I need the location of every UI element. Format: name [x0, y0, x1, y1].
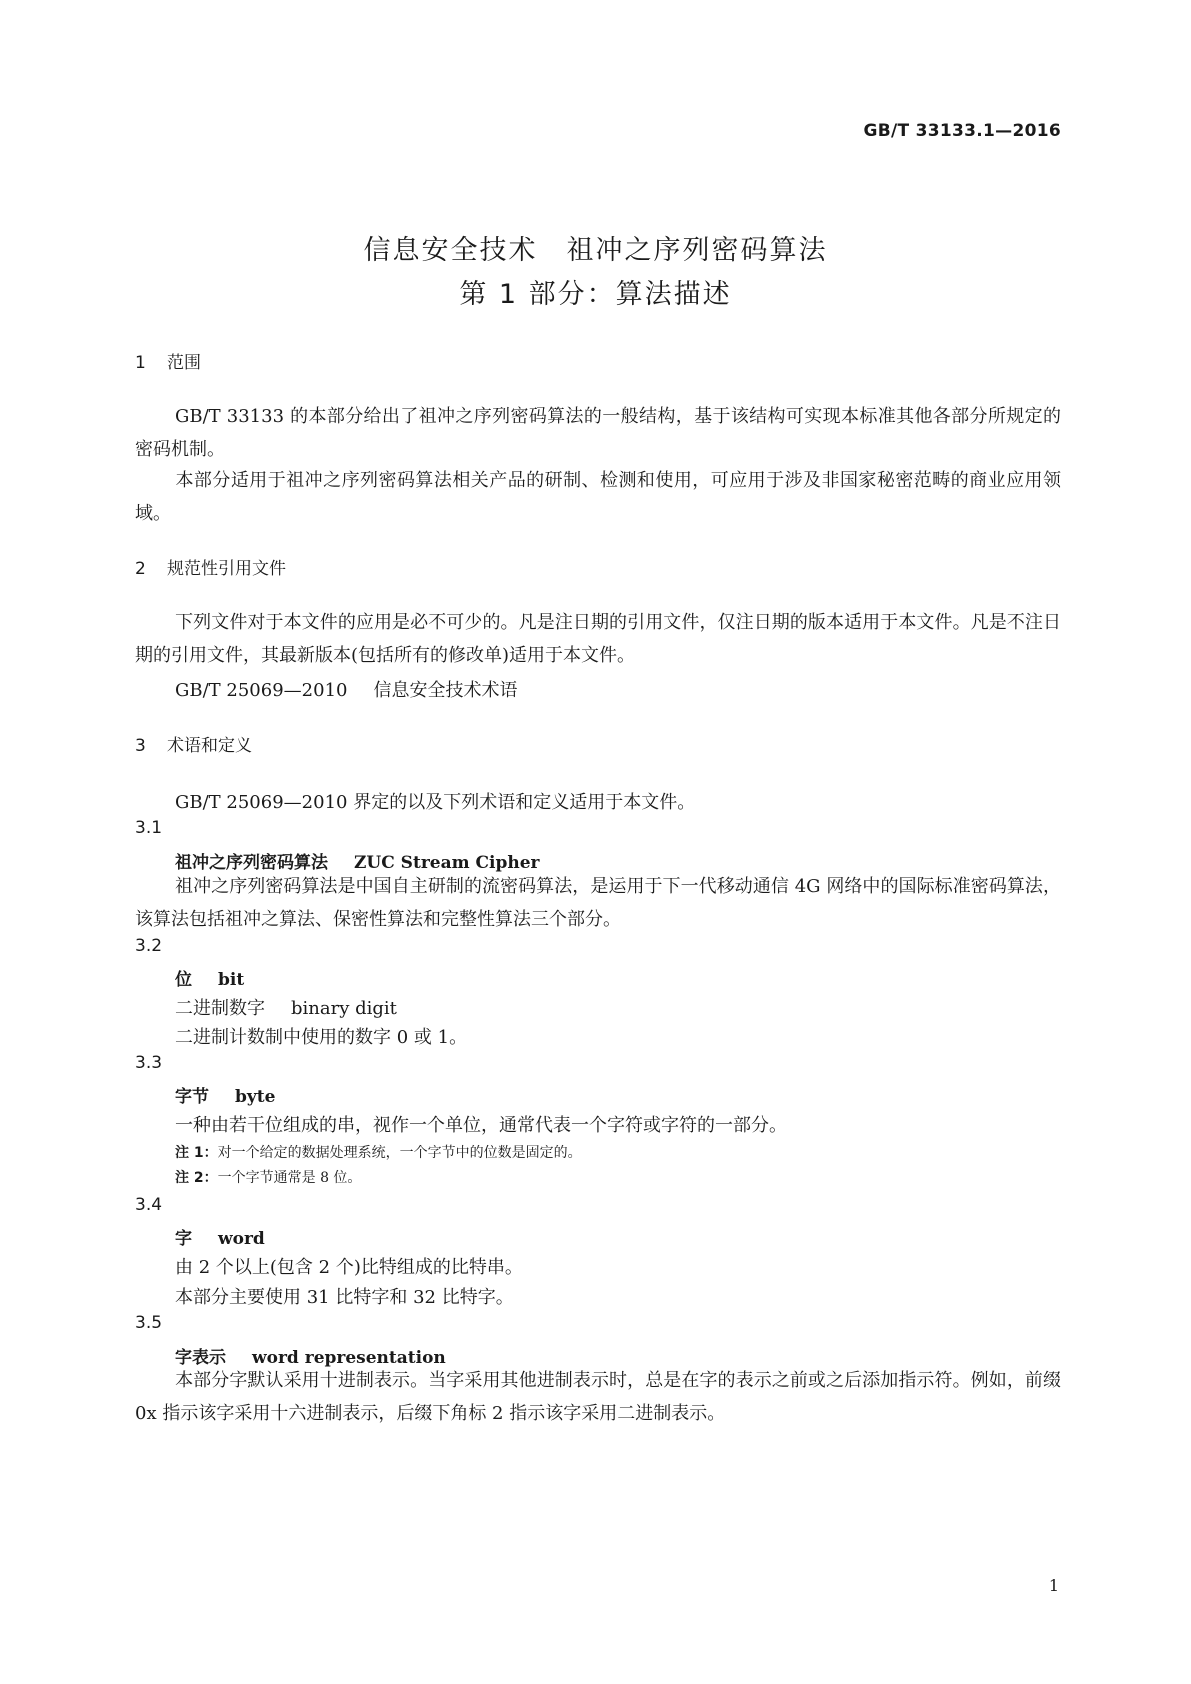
reference-code: GB/T 25069—2010 — [175, 680, 348, 701]
section-3-title: 术语和定义 — [167, 736, 252, 756]
note-1-label: 注 1： — [175, 1145, 218, 1161]
section-1-paragraph-2 — [135, 464, 1061, 530]
standard-code: GB/T 33133.1—2016 — [863, 121, 1061, 141]
term-3-5-en: word representation — [252, 1348, 446, 1368]
page-number: 1 — [1048, 1576, 1059, 1595]
term-3-3-note-2 — [175, 1167, 361, 1187]
section-2-heading — [135, 554, 286, 579]
term-3-4-definition-1: 由 2 个以上(包含 2 个)比特组成的比特串。 — [175, 1257, 523, 1278]
term-3-1-definition-text: 祖冲之序列密码算法是中国自主研制的流密码算法，是运用于下一代移动通信 4G 网络中的国际标准密码算法，该算法包括祖冲之算法、保密性算法和完整性算法三个部分。 — [135, 876, 1061, 930]
term-3-4-number: 3.4 — [135, 1195, 163, 1215]
term-3-5-number: 3.5 — [135, 1313, 163, 1333]
section-1-paragraph-1 — [135, 400, 1061, 466]
term-3-4-zh: 字 — [175, 1229, 192, 1249]
term-3-3-number: 3.3 — [135, 1053, 163, 1073]
term-3-2-alt-zh: 二进制数字 — [175, 998, 265, 1019]
section-1-number: 1 — [135, 353, 146, 373]
document-title: 信息安全技术 祖冲之序列密码算法 — [363, 235, 828, 266]
term-3-2-definition: 二进制计数制中使用的数字 0 或 1。 — [175, 1027, 468, 1048]
note-2-text: 一个字节通常是 8 位。 — [217, 1170, 362, 1186]
term-3-3-en: byte — [235, 1087, 276, 1107]
normative-reference — [175, 676, 517, 702]
term-3-3-definition: 一种由若干位组成的串，视作一个单位，通常代表一个字符或字符的一部分。 — [175, 1115, 787, 1136]
section-1-paragraph-2-text: 本部分适用于祖冲之序列密码算法相关产品的研制、检测和使用，可应用于涉及非国家秘密范畴的商业应用领域。 — [135, 470, 1061, 524]
reference-title: 信息安全技术术语 — [373, 680, 518, 701]
note-2-label: 注 2： — [175, 1170, 218, 1186]
term-3-5-definition — [135, 1364, 1061, 1430]
term-3-2-en: bit — [218, 970, 245, 990]
term-3-5-definition-text: 本部分字默认采用十进制表示。当字采用其他进制表示时，总是在字的表示之前或之后添加指示符。例如，前缀 0x 指示该字采用十六进制表示，后缀下角标 2 指示该字采用二进制表示。 — [135, 1370, 1061, 1424]
term-3-3-note-1 — [175, 1142, 582, 1162]
term-3-2-number: 3.2 — [135, 936, 163, 956]
term-3-2-zh: 位 — [175, 970, 192, 990]
document-subtitle: 第 1 部分：算法描述 — [459, 279, 732, 310]
term-3-4-en: word — [218, 1229, 265, 1249]
section-2-paragraph-1 — [135, 606, 1061, 672]
term-3-4-heading — [175, 1224, 265, 1249]
section-1-heading — [135, 348, 201, 373]
term-3-1-definition — [135, 870, 1061, 936]
term-3-2-admitted-term — [175, 994, 397, 1020]
section-2-number: 2 — [135, 559, 146, 579]
term-3-1-number: 3.1 — [135, 818, 163, 838]
term-3-3-zh: 字节 — [175, 1087, 209, 1107]
term-3-3-heading — [175, 1082, 275, 1107]
term-3-1-zh: 祖冲之序列密码算法 — [175, 853, 328, 873]
section-1-paragraph-1-text: GB/T 33133 的本部分给出了祖冲之序列密码算法的一般结构，基于该结构可实现本标准其他各部分所规定的密码机制。 — [135, 406, 1061, 460]
section-3-intro: GB/T 25069—2010 界定的以及下列术语和定义适用于本文件。 — [175, 792, 696, 813]
term-3-1-en: ZUC Stream Cipher — [354, 853, 540, 873]
term-3-2-alt-en: binary digit — [291, 998, 397, 1019]
section-2-paragraph-1-text: 下列文件对于本文件的应用是必不可少的。凡是注日期的引用文件，仅注日期的版本适用于本文件。凡是不注日期的引用文件，其最新版本(包括所有的修改单)适用于本文件。 — [135, 612, 1061, 666]
term-3-2-heading — [175, 965, 244, 990]
section-1-title: 范围 — [167, 353, 201, 373]
section-3-heading — [135, 731, 252, 756]
term-3-5-zh: 字表示 — [175, 1348, 226, 1368]
section-2-title: 规范性引用文件 — [167, 559, 286, 579]
note-1-text: 对一个给定的数据处理系统，一个字节中的位数是固定的。 — [217, 1145, 582, 1161]
section-3-number: 3 — [135, 736, 146, 756]
term-3-4-definition-2: 本部分主要使用 31 比特字和 32 比特字。 — [175, 1287, 514, 1308]
